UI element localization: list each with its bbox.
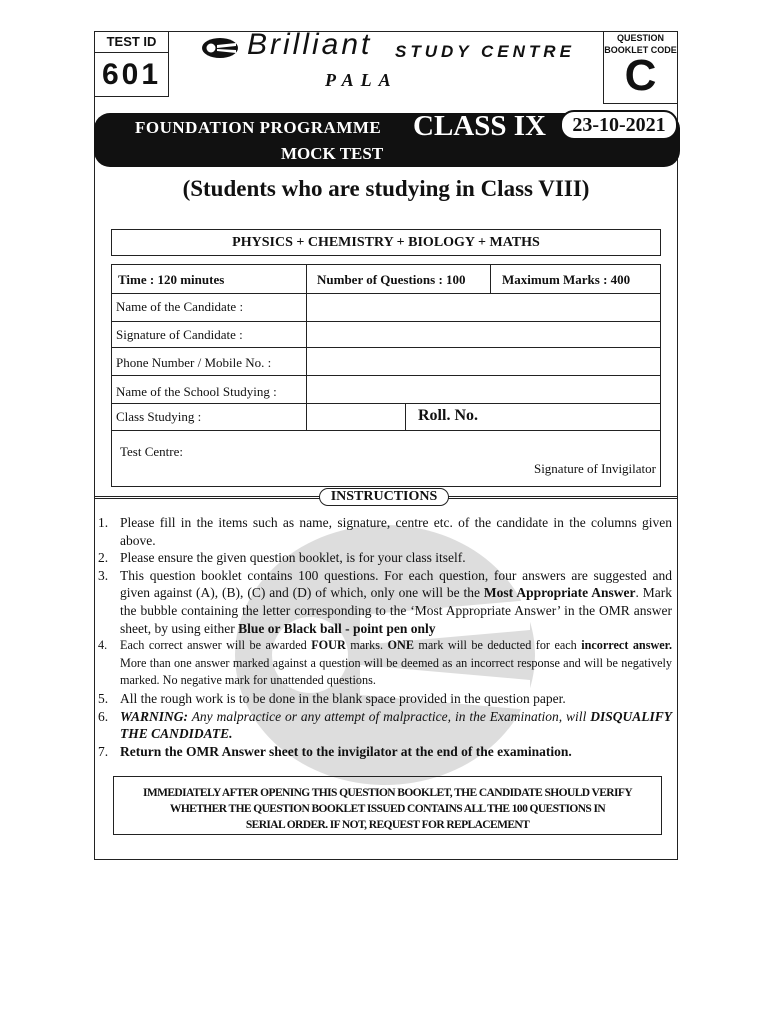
list-item bbox=[98, 690, 672, 708]
table-rule bbox=[112, 430, 660, 431]
item-number: 6. bbox=[98, 708, 109, 724]
exam-date: 23-10-2021 bbox=[560, 110, 678, 140]
item-emphasis: incorrect answer. bbox=[581, 638, 673, 653]
instructions-title: INSTRUCTIONS bbox=[319, 488, 449, 506]
class-title: CLASS IX bbox=[413, 110, 546, 142]
table-rule bbox=[112, 293, 660, 294]
brand-name: Brilliant bbox=[247, 28, 373, 61]
booklet-code-label-line2: BOOKLET CODE bbox=[604, 45, 677, 55]
maximum-marks: Maximum Marks : 400 bbox=[502, 272, 631, 287]
item-number: 5. bbox=[98, 690, 109, 706]
item-emphasis: DISQUALIFY THE CANDIDATE. bbox=[120, 708, 672, 742]
table-rule bbox=[490, 265, 491, 293]
item-number: 7. bbox=[98, 743, 109, 759]
item-emphasis: WARNING: bbox=[120, 708, 189, 724]
booklet-code-value: C bbox=[624, 51, 657, 100]
table-rule bbox=[405, 403, 406, 430]
item-text: Any malpractice or any attempt of malpractice, in the Examination, will bbox=[188, 708, 591, 724]
list-item bbox=[98, 549, 672, 567]
brand-logo-icon bbox=[200, 36, 240, 60]
list-item bbox=[98, 637, 672, 690]
item-emphasis: Blue or Black ball - point pen only bbox=[238, 620, 436, 636]
test-id-label: TEST ID bbox=[94, 31, 169, 53]
item-text: marks. bbox=[345, 638, 388, 653]
item-emphasis: ONE bbox=[387, 638, 414, 653]
item-emphasis: FOUR bbox=[311, 638, 346, 653]
invigilator-signature-label: Signature of Invigilator bbox=[533, 461, 656, 476]
item-text: Please ensure the given question booklet, is for your class itself. bbox=[120, 550, 466, 566]
verification-notice bbox=[113, 776, 662, 835]
candidate-details-table bbox=[111, 264, 661, 487]
notice-line: WHETHER THE QUESTION BOOKLET ISSUED CONTAINS ALL THE 100 QUESTIONS IN bbox=[169, 803, 606, 815]
test-id-value: 601 bbox=[94, 52, 169, 97]
booklet-code-label-line1: QUESTION bbox=[616, 33, 664, 43]
item-emphasis: Most Appropriate Answer bbox=[483, 585, 636, 601]
item-number: 2. bbox=[98, 550, 109, 566]
item-text: More than one answer marked against a question will be deemed as an incorrect response and will be negatively marked. No negative mark for unattended questions. bbox=[120, 655, 672, 688]
class-studying-label: Class Studying : bbox=[116, 409, 202, 424]
item-text: This question booklet contains 100 questions. For each question, four answers are suggested and given against (A), (B), (C) and (D) of which, only one will be the bbox=[120, 567, 672, 601]
item-text: All the rough work is to be done in the blank space provided in the question paper. bbox=[120, 690, 566, 706]
table-rule bbox=[306, 265, 307, 430]
item-number: 3. bbox=[98, 567, 109, 583]
instruction-list bbox=[98, 514, 672, 760]
roll-number-label: Roll. No. bbox=[418, 407, 478, 424]
test-type: MOCK TEST bbox=[281, 144, 384, 163]
list-item bbox=[98, 514, 672, 549]
school-name-label: Name of the School Studying : bbox=[116, 384, 277, 399]
candidate-signature-label: Signature of Candidate : bbox=[116, 327, 243, 342]
list-item bbox=[98, 708, 672, 743]
subjects-box: PHYSICS + CHEMISTRY + BIOLOGY + MATHS bbox=[111, 229, 661, 256]
table-rule bbox=[112, 321, 660, 322]
question-count: Number of Questions : 100 bbox=[317, 272, 466, 287]
item-text: . Mark the bubble containing the letter corresponding to the ‘Most Appropriate Answer’ in the OMR answer sheet, by using either bbox=[120, 585, 673, 636]
item-number: 1. bbox=[98, 515, 109, 530]
table-rule bbox=[112, 347, 660, 348]
table-rule bbox=[112, 375, 660, 376]
notice-line: SERIAL ORDER. IF NOT, REQUEST FOR REPLACEMENT bbox=[245, 819, 530, 831]
item-text: Please fill in the items such as name, signature, centre etc. of the candidate in the columns given above. bbox=[120, 515, 672, 548]
time-allowed: Time : 120 minutes bbox=[118, 272, 225, 287]
notice-line: IMMEDIATELY AFTER OPENING THIS QUESTION BOOKLET, THE CANDIDATE SHOULD VERIFY bbox=[142, 787, 633, 799]
brand-subtitle: STUDY CENTRE bbox=[395, 42, 575, 61]
eligibility-note: (Students who are studying in Class VIII) bbox=[182, 176, 590, 201]
item-text: Each correct answer will be awarded bbox=[120, 638, 312, 653]
test-centre-label: Test Centre: bbox=[120, 444, 183, 459]
candidate-name-label: Name of the Candidate : bbox=[116, 299, 244, 314]
list-item bbox=[98, 567, 672, 637]
item-number: 4. bbox=[98, 638, 108, 653]
item-text: mark will be deducted for each bbox=[413, 638, 582, 653]
centre-city: PALA bbox=[325, 70, 398, 90]
list-item bbox=[98, 743, 672, 761]
table-rule bbox=[112, 403, 660, 404]
item-emphasis: Return the OMR Answer sheet to the invigilator at the end of the examination. bbox=[120, 743, 572, 759]
programme-title: FOUNDATION PROGRAMME bbox=[135, 118, 382, 137]
phone-number-label: Phone Number / Mobile No. : bbox=[116, 355, 272, 370]
